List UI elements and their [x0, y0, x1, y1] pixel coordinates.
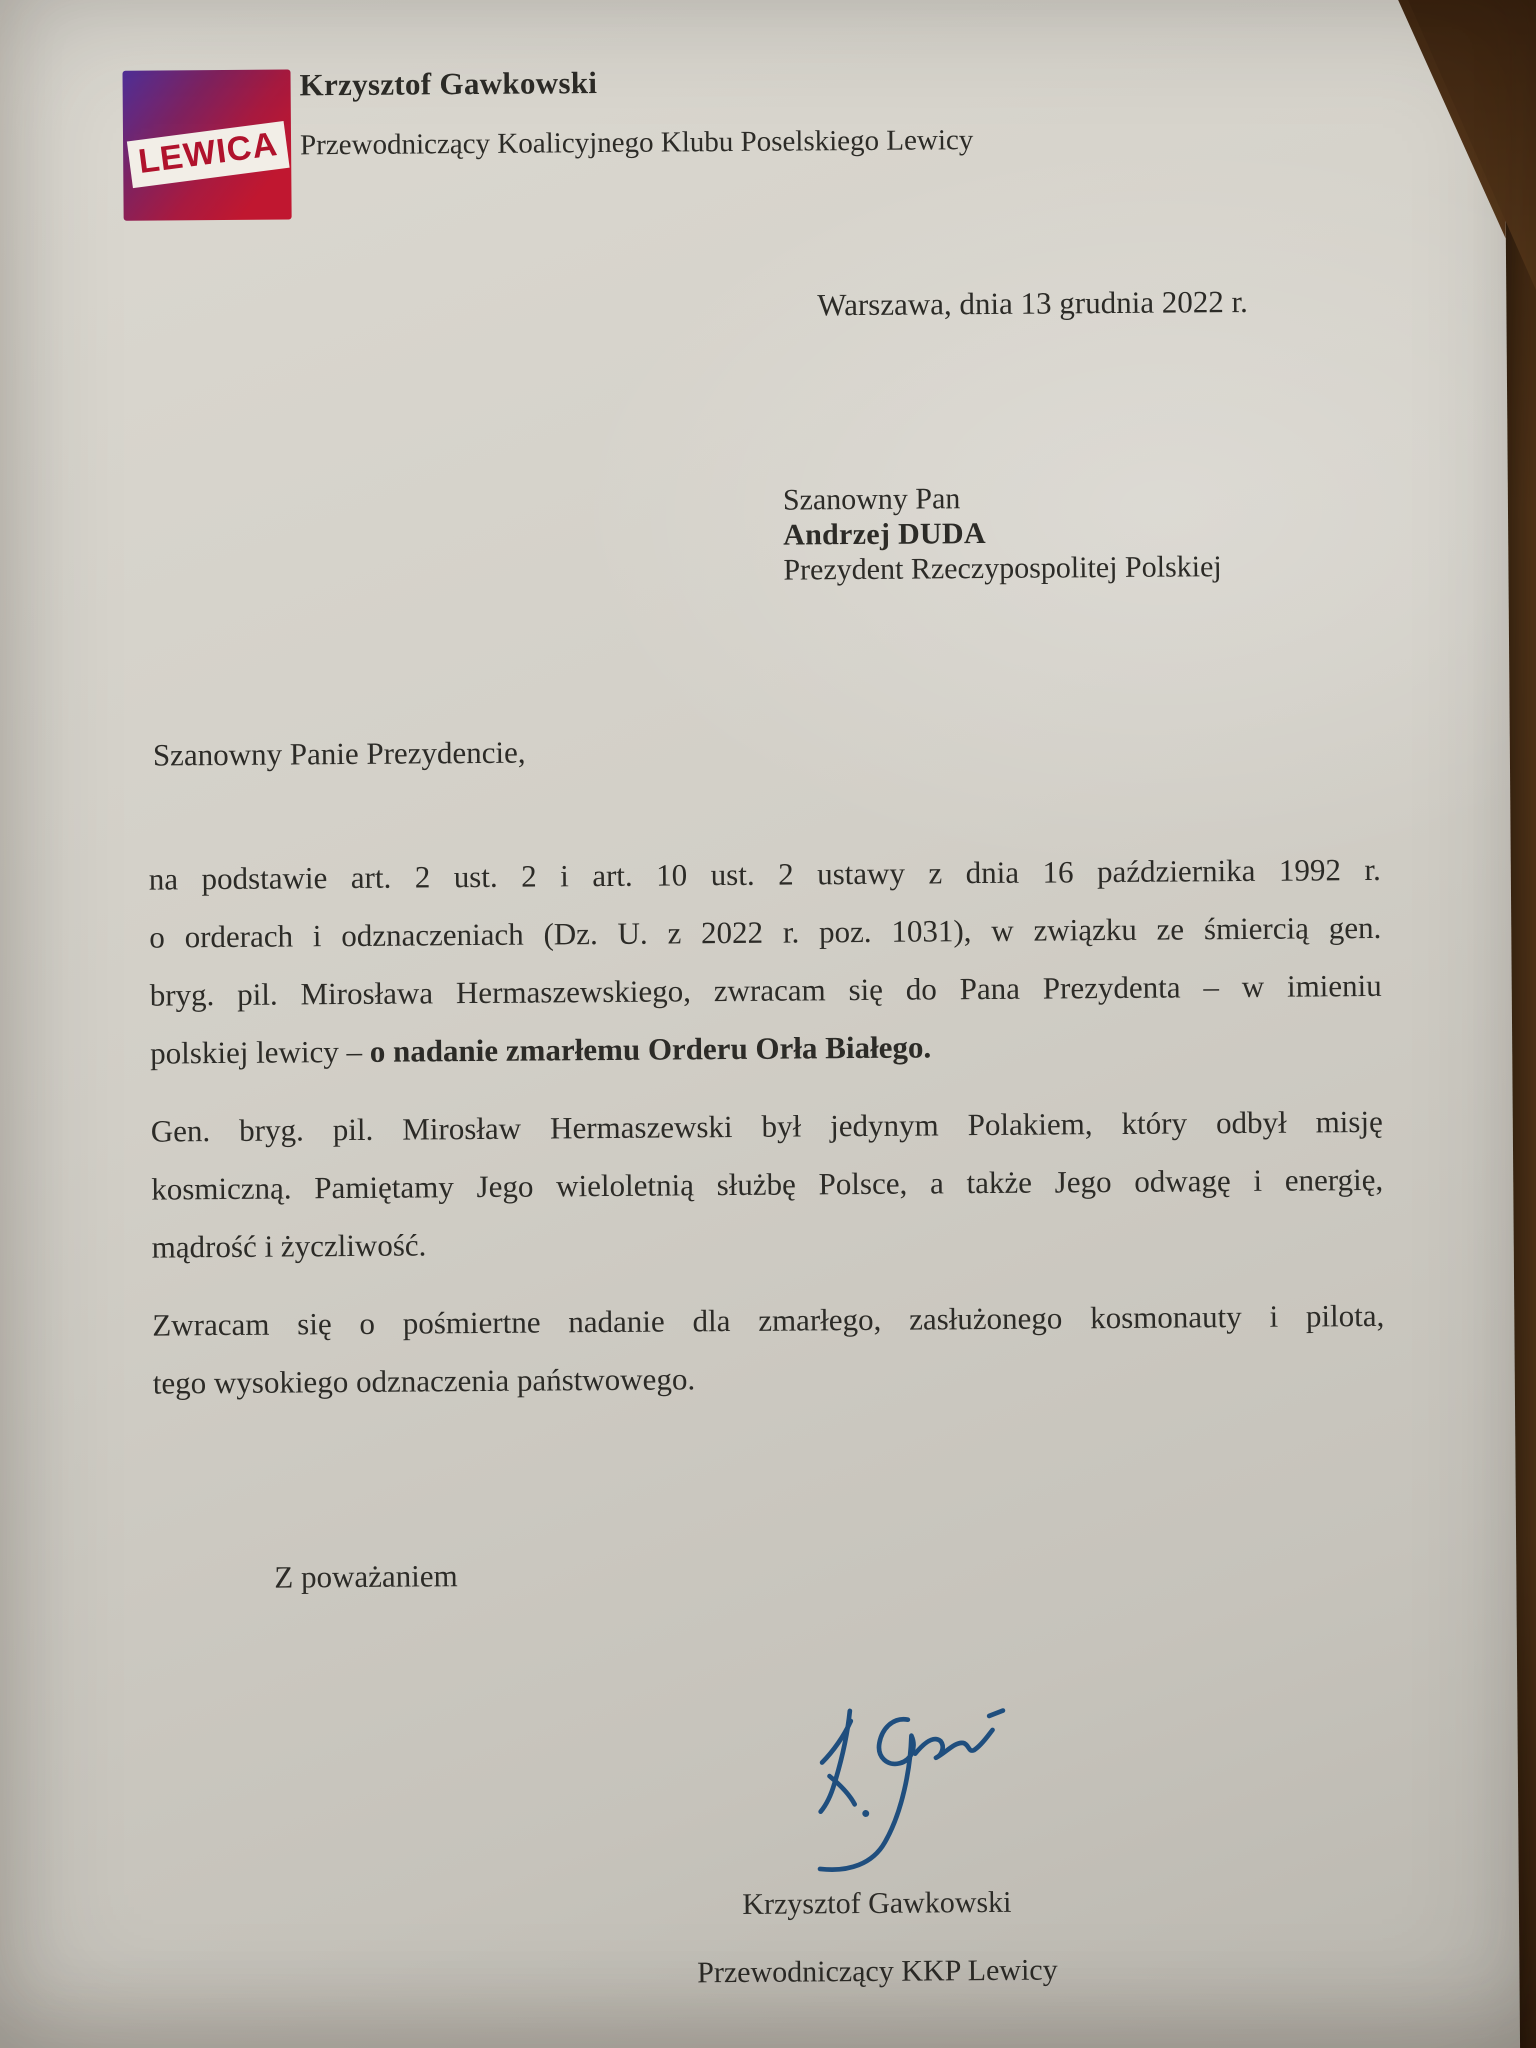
signature-title: Przewodniczący KKP Lewicy	[697, 1953, 1058, 1990]
handwritten-signature	[786, 1681, 1027, 1889]
sender-title: Przewodniczący Koalicyjnego Klubu Poselskiego Lewicy	[299, 124, 974, 162]
signature-dash	[989, 1711, 1004, 1716]
paragraph-3-line-2: tego wysokiego odznaczenia państwowego.	[152, 1361, 696, 1401]
date-line: Warszawa, dnia 13 grudnia 2022 r.	[817, 283, 1249, 323]
paragraph-1-line-1: na podstawie art. 2 ust. 2 i art. 10 ust. 2 ustawy z dnia 16 października 1992 r.	[148, 851, 1381, 897]
paragraph-1-line-4-bold: o nadanie zmarłemu Orderu Orła Białego.	[369, 1029, 932, 1069]
paragraph-1-line-3: bryg. pil. Mirosława Hermaszewskiego, zwracam się do Pana Prezydenta – w imieniu	[149, 967, 1382, 1013]
signature-dot	[862, 1810, 870, 1818]
letter-body	[149, 841, 1386, 1433]
paragraph-3-line-1: Zwracam się o pośmiertne nadanie dla zmarłego, zasłużonego kosmonauty i pilota,	[152, 1297, 1385, 1343]
recipient-line-2: Andrzej DUDA	[783, 517, 987, 552]
paragraph-3	[152, 1287, 1385, 1413]
signature-name: Krzysztof Gawkowski	[742, 1885, 1012, 1921]
paragraph-1-line-4	[150, 1015, 1382, 1083]
lewica-logo	[122, 69, 291, 220]
salutation: Szanowny Panie Prezydencie,	[152, 734, 526, 773]
paragraph-2	[151, 1093, 1384, 1277]
signature-stroke	[807, 1718, 925, 1871]
signature-stroke	[914, 1730, 995, 1760]
paragraph-2-line-3: mądrość i życzliwość.	[151, 1227, 427, 1265]
paragraph-1-line-4-normal: polskiej lewicy –	[150, 1033, 370, 1071]
recipient-line-3: Prezydent Rzeczypospolitej Polskiej	[783, 550, 1222, 587]
closing-phrase: Z poważaniem	[274, 1558, 458, 1595]
signature-block	[687, 1885, 1068, 1990]
paragraph-1	[149, 841, 1383, 1083]
paragraph-1-line-2: o orderach i odznaczeniach (Dz. U. z 2022 r. poz. 1031), w związku ze śmiercią gen.	[149, 909, 1382, 955]
sender-name: Krzysztof Gawkowski	[299, 65, 598, 103]
paragraph-2-line-2: kosmiczną. Pamiętamy Jego wieloletnią służbę Polsce, a także Jego odwagę i energię,	[151, 1161, 1384, 1207]
recipient-line-1: Szanowny Pan	[782, 482, 961, 517]
signature-stroke	[818, 1721, 854, 1763]
lewica-logo-label: LEWICA	[127, 120, 290, 187]
paragraph-2-line-1: Gen. bryg. pil. Mirosław Hermaszewski był jedynym Polakiem, który odbył misję	[150, 1103, 1383, 1149]
recipient-block	[783, 479, 1222, 587]
